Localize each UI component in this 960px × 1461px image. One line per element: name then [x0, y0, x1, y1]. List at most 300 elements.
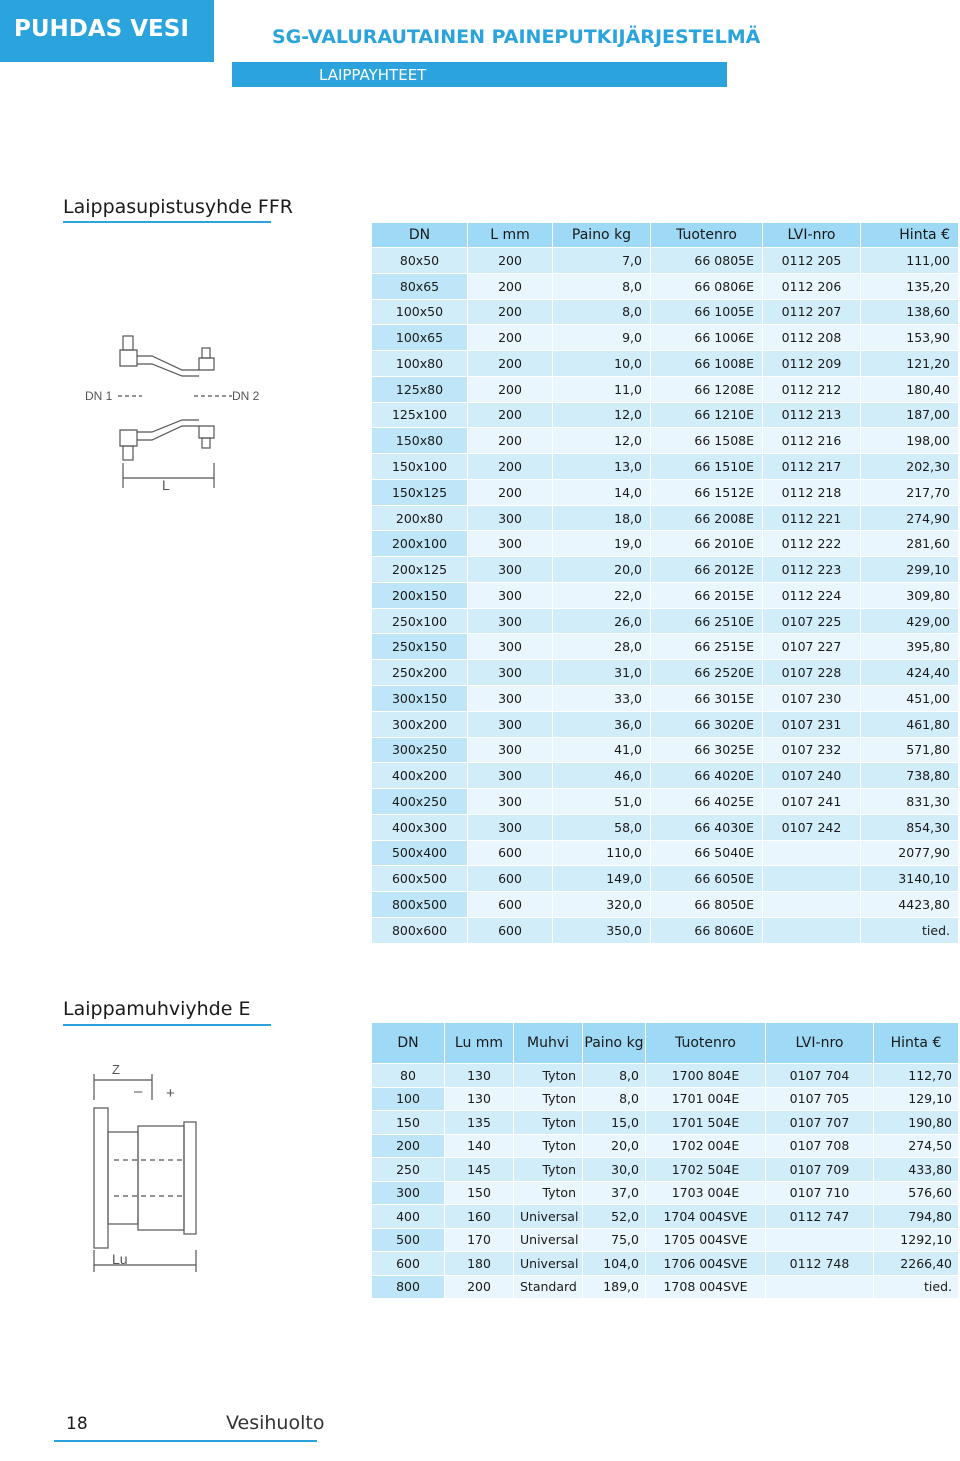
table-cell: Tyton	[514, 1181, 583, 1205]
table-cell: 300	[468, 711, 553, 737]
table-cell: 112,70	[874, 1064, 959, 1088]
table-cell: 14,0	[553, 479, 651, 505]
table-cell: 576,60	[874, 1181, 959, 1205]
table-cell: 1702 504E	[646, 1158, 766, 1182]
table-cell: 600	[468, 892, 553, 918]
table-cell: 26,0	[553, 608, 651, 634]
table-cell: 125x100	[372, 402, 468, 428]
table-cell: 100x50	[372, 299, 468, 325]
table-cell: 1705 004SVE	[646, 1228, 766, 1252]
table-cell: 500x400	[372, 840, 468, 866]
table-cell: 300	[468, 582, 553, 608]
table-cell: 66 4020E	[651, 763, 763, 789]
table-cell: 217,70	[861, 479, 959, 505]
col-weight: Paino kg	[583, 1023, 646, 1064]
table-cell: 600x500	[372, 866, 468, 892]
page-subtitle: LAIPPAYHTEET	[319, 66, 427, 84]
table-cell: 66 0805E	[651, 248, 763, 274]
table-cell: 0112 224	[763, 582, 861, 608]
table-cell: 66 1210E	[651, 402, 763, 428]
table-cell: 0112 222	[763, 531, 861, 557]
table-row	[372, 1158, 959, 1182]
table-cell: 300x150	[372, 686, 468, 712]
table-cell: 1708 004SVE	[646, 1275, 766, 1299]
table-cell: 0107 709	[766, 1158, 874, 1182]
col-lu: Lu mm	[445, 1023, 514, 1064]
table-cell: 18,0	[553, 505, 651, 531]
table-cell: 135,20	[861, 273, 959, 299]
table-cell: 0107 230	[763, 686, 861, 712]
label-minus: –	[134, 1083, 143, 1100]
table-cell: 111,00	[861, 248, 959, 274]
table-cell: 250x100	[372, 608, 468, 634]
table-cell: 200	[468, 402, 553, 428]
table-cell: 22,0	[553, 582, 651, 608]
table-cell: 400x300	[372, 814, 468, 840]
table-cell: 0112 213	[763, 402, 861, 428]
table-cell: 104,0	[583, 1252, 646, 1276]
table-cell: 200	[468, 376, 553, 402]
table-row	[372, 376, 959, 402]
table-row	[372, 402, 959, 428]
table-cell: 300	[468, 531, 553, 557]
label-dn2: DN 2	[232, 389, 260, 403]
table-cell: 250x200	[372, 660, 468, 686]
section-title-ffr: Laippasupistusyhde FFR	[63, 196, 293, 218]
table-cell: 66 0806E	[651, 273, 763, 299]
table-cell: 66 3020E	[651, 711, 763, 737]
table-cell: 433,80	[874, 1158, 959, 1182]
table-cell: 0112 208	[763, 325, 861, 351]
table-cell: 11,0	[553, 376, 651, 402]
table-cell: 0107 710	[766, 1181, 874, 1205]
table-cell: 800x600	[372, 917, 468, 943]
table-cell: 200x100	[372, 531, 468, 557]
table-row	[372, 892, 959, 918]
label-z: Z	[112, 1062, 120, 1077]
table-cell	[763, 917, 861, 943]
table-cell: 80x65	[372, 273, 468, 299]
col-price: Hinta €	[874, 1023, 959, 1064]
table-cell: Tyton	[514, 1134, 583, 1158]
table-cell: tied.	[874, 1275, 959, 1299]
table-cell: 110,0	[553, 840, 651, 866]
table-cell: 300	[468, 737, 553, 763]
table-cell: 138,60	[861, 299, 959, 325]
table-cell: 66 3025E	[651, 737, 763, 763]
table-cell: 400	[372, 1205, 445, 1229]
table-cell: 150	[372, 1111, 445, 1135]
table-cell: 1703 004E	[646, 1181, 766, 1205]
table-cell: 1704 004SVE	[646, 1205, 766, 1229]
table-cell: 33,0	[553, 686, 651, 712]
e-drawing	[82, 1060, 232, 1280]
table-cell: 0107 231	[763, 711, 861, 737]
table-cell: 1292,10	[874, 1228, 959, 1252]
table-cell: 66 1005E	[651, 299, 763, 325]
label-l: L	[162, 477, 170, 493]
table-cell: 189,0	[583, 1275, 646, 1299]
table-cell: 0107 242	[763, 814, 861, 840]
table-cell: 7,0	[553, 248, 651, 274]
table-row	[372, 737, 959, 763]
table-cell: Standard	[514, 1275, 583, 1299]
ffr-table	[371, 222, 959, 944]
ffr-drawing	[82, 328, 267, 498]
table-cell: 170	[445, 1228, 514, 1252]
table-cell: 0107 707	[766, 1111, 874, 1135]
table-cell: 600	[468, 866, 553, 892]
table-cell: 571,80	[861, 737, 959, 763]
table-cell: 200x150	[372, 582, 468, 608]
table-cell: 200	[468, 428, 553, 454]
table-cell: 31,0	[553, 660, 651, 686]
table-cell: 0112 212	[763, 376, 861, 402]
table-cell: 13,0	[553, 454, 651, 480]
table-cell: 66 2515E	[651, 634, 763, 660]
section-title-e: Laippamuhviyhde E	[63, 998, 251, 1020]
table-cell: 429,00	[861, 608, 959, 634]
col-lvi-no: LVI-nro	[763, 223, 861, 248]
table-cell: 1702 004E	[646, 1134, 766, 1158]
table-cell: 0107 227	[763, 634, 861, 660]
table-cell: 66 5040E	[651, 840, 763, 866]
table-cell: 100	[372, 1087, 445, 1111]
table-cell: 800x500	[372, 892, 468, 918]
table-row	[372, 1275, 959, 1299]
table-cell: 400x250	[372, 789, 468, 815]
table-cell: 80x50	[372, 248, 468, 274]
table-cell: 600	[372, 1252, 445, 1276]
table-cell: 300	[468, 763, 553, 789]
table-cell: 36,0	[553, 711, 651, 737]
table-cell: 0112 747	[766, 1205, 874, 1229]
table-cell: 320,0	[553, 892, 651, 918]
table-row	[372, 1134, 959, 1158]
footer-rule	[54, 1440, 317, 1442]
table-cell: 15,0	[583, 1111, 646, 1135]
table-row	[372, 634, 959, 660]
table-row	[372, 711, 959, 737]
table-row	[372, 351, 959, 377]
footer-label: Vesihuolto	[226, 1412, 325, 1434]
table-cell: 0107 704	[766, 1064, 874, 1088]
table-cell: Universal	[514, 1252, 583, 1276]
table-cell: 250x150	[372, 634, 468, 660]
table-cell: 0112 221	[763, 505, 861, 531]
table-cell: 461,80	[861, 711, 959, 737]
table-cell: 200	[468, 351, 553, 377]
col-product-no: Tuotenro	[651, 223, 763, 248]
label-lu: Lu	[112, 1251, 128, 1267]
table-row	[372, 248, 959, 274]
table-cell	[763, 840, 861, 866]
table-cell: 0107 241	[763, 789, 861, 815]
table-cell: 30,0	[583, 1158, 646, 1182]
table-cell: 738,80	[861, 763, 959, 789]
table-row	[372, 866, 959, 892]
page-title: SG-VALURAUTAINEN PAINEPUTKIJÄRJESTELMÄ	[272, 26, 761, 48]
table-cell: 66 1006E	[651, 325, 763, 351]
brand-text: PUHDAS VESI	[14, 16, 189, 42]
table-cell: 200	[372, 1134, 445, 1158]
table-cell: 0112 748	[766, 1252, 874, 1276]
table-cell: 66 2520E	[651, 660, 763, 686]
table-cell	[766, 1275, 874, 1299]
table-cell: 66 4030E	[651, 814, 763, 840]
table-cell: 66 1512E	[651, 479, 763, 505]
table-cell: 309,80	[861, 582, 959, 608]
table-cell: 0107 232	[763, 737, 861, 763]
table-cell: 20,0	[583, 1134, 646, 1158]
table-cell: 1701 504E	[646, 1111, 766, 1135]
table-cell: 121,20	[861, 351, 959, 377]
table-cell: 100x80	[372, 351, 468, 377]
table-cell: 145	[445, 1158, 514, 1182]
table-cell: 200x80	[372, 505, 468, 531]
table-cell: 28,0	[553, 634, 651, 660]
table-cell	[763, 866, 861, 892]
table-cell: 0112 223	[763, 557, 861, 583]
table-cell: 200	[445, 1275, 514, 1299]
table-cell: 854,30	[861, 814, 959, 840]
table-cell: 180,40	[861, 376, 959, 402]
table-cell: 180	[445, 1252, 514, 1276]
table-cell: 100x65	[372, 325, 468, 351]
table-row	[372, 840, 959, 866]
table-cell: 66 8060E	[651, 917, 763, 943]
table-cell: 8,0	[553, 299, 651, 325]
section-rule	[63, 1024, 271, 1026]
col-weight: Paino kg	[553, 223, 651, 248]
table-cell: 0107 708	[766, 1134, 874, 1158]
table-cell: 66 1508E	[651, 428, 763, 454]
table-cell: 10,0	[553, 351, 651, 377]
col-product-no: Tuotenro	[646, 1023, 766, 1064]
table-cell: 200	[468, 454, 553, 480]
table-cell: 51,0	[553, 789, 651, 815]
table-cell: Tyton	[514, 1064, 583, 1088]
label-dn1: DN 1	[85, 389, 113, 403]
table-cell: 12,0	[553, 428, 651, 454]
table-row	[372, 299, 959, 325]
table-cell: 2077,90	[861, 840, 959, 866]
table-cell: 0107 225	[763, 608, 861, 634]
table-row	[372, 1181, 959, 1205]
table-cell: 0112 209	[763, 351, 861, 377]
table-cell: 500	[372, 1228, 445, 1252]
table-cell: 66 2012E	[651, 557, 763, 583]
table-cell: 190,80	[874, 1111, 959, 1135]
table-cell: 0112 216	[763, 428, 861, 454]
col-price: Hinta €	[861, 223, 959, 248]
table-cell: 281,60	[861, 531, 959, 557]
table-row	[372, 917, 959, 943]
table-cell: 300	[468, 814, 553, 840]
table-row	[372, 686, 959, 712]
table-cell: 424,40	[861, 660, 959, 686]
table-cell: 300	[468, 660, 553, 686]
table-cell: 200	[468, 273, 553, 299]
table-row	[372, 325, 959, 351]
table-row	[372, 814, 959, 840]
table-cell: 1706 004SVE	[646, 1252, 766, 1276]
table-cell: 150x125	[372, 479, 468, 505]
table-cell: 350,0	[553, 917, 651, 943]
table-cell: 66 2510E	[651, 608, 763, 634]
table-cell: 66 6050E	[651, 866, 763, 892]
table-cell: 300	[468, 505, 553, 531]
table-row	[372, 505, 959, 531]
table-cell: 66 3015E	[651, 686, 763, 712]
table-cell: 0112 218	[763, 479, 861, 505]
table-cell: 0107 240	[763, 763, 861, 789]
table-cell: 150x100	[372, 454, 468, 480]
table-cell: 149,0	[553, 866, 651, 892]
table-cell: 200	[468, 325, 553, 351]
table-row	[372, 1064, 959, 1088]
table-cell: 451,00	[861, 686, 959, 712]
table-cell: 0112 207	[763, 299, 861, 325]
table-cell: 300	[468, 686, 553, 712]
table-cell: 395,80	[861, 634, 959, 660]
table-cell: 66 2010E	[651, 531, 763, 557]
table-cell: 2266,40	[874, 1252, 959, 1276]
table-cell: 300	[468, 608, 553, 634]
table-cell: 75,0	[583, 1228, 646, 1252]
table-cell: 300	[468, 557, 553, 583]
col-dn: DN	[372, 1023, 445, 1064]
table-cell: 20,0	[553, 557, 651, 583]
brand-banner	[0, 0, 214, 62]
e-header-row	[372, 1023, 959, 1064]
table-cell: 8,0	[583, 1087, 646, 1111]
table-row	[372, 763, 959, 789]
table-row	[372, 1228, 959, 1252]
table-cell: 800	[372, 1275, 445, 1299]
table-cell: 125x80	[372, 376, 468, 402]
col-length: L mm	[468, 223, 553, 248]
table-cell: 135	[445, 1111, 514, 1135]
table-row	[372, 479, 959, 505]
col-lvi-no: LVI-nro	[766, 1023, 874, 1064]
table-cell: 3140,10	[861, 866, 959, 892]
page-number: 18	[66, 1414, 88, 1434]
table-row	[372, 582, 959, 608]
table-cell: Universal	[514, 1228, 583, 1252]
table-cell: tied.	[861, 917, 959, 943]
table-cell: 9,0	[553, 325, 651, 351]
table-row	[372, 1205, 959, 1229]
table-cell: 58,0	[553, 814, 651, 840]
table-cell: 831,30	[861, 789, 959, 815]
table-cell: 52,0	[583, 1205, 646, 1229]
table-cell: 0107 228	[763, 660, 861, 686]
table-cell: 202,30	[861, 454, 959, 480]
table-row	[372, 273, 959, 299]
subtitle-bar	[232, 62, 727, 87]
table-cell: 46,0	[553, 763, 651, 789]
table-row	[372, 1087, 959, 1111]
table-cell: 300x250	[372, 737, 468, 763]
table-cell	[766, 1228, 874, 1252]
table-cell: 274,50	[874, 1134, 959, 1158]
table-cell: 200	[468, 248, 553, 274]
section-rule	[63, 221, 271, 223]
table-cell: 80	[372, 1064, 445, 1088]
table-cell: 187,00	[861, 402, 959, 428]
col-muhvi: Muhvi	[514, 1023, 583, 1064]
table-cell: 300	[372, 1181, 445, 1205]
table-cell: 0112 205	[763, 248, 861, 274]
table-row	[372, 557, 959, 583]
table-cell: 400x200	[372, 763, 468, 789]
table-row	[372, 428, 959, 454]
table-row	[372, 1252, 959, 1276]
table-cell: 66 2015E	[651, 582, 763, 608]
table-cell: 200	[468, 299, 553, 325]
table-cell: Tyton	[514, 1111, 583, 1135]
table-cell: 130	[445, 1087, 514, 1111]
table-cell: 600	[468, 840, 553, 866]
ffr-header-row	[372, 223, 959, 248]
table-cell: 66 1510E	[651, 454, 763, 480]
table-cell: 794,80	[874, 1205, 959, 1229]
table-cell	[763, 892, 861, 918]
table-row	[372, 789, 959, 815]
table-cell: 66 1208E	[651, 376, 763, 402]
table-cell: 150x80	[372, 428, 468, 454]
table-cell: 66 1008E	[651, 351, 763, 377]
table-cell: 66 2008E	[651, 505, 763, 531]
table-cell: 299,10	[861, 557, 959, 583]
table-cell: 300	[468, 634, 553, 660]
table-cell: 41,0	[553, 737, 651, 763]
e-table	[371, 1022, 959, 1299]
table-cell: Universal	[514, 1205, 583, 1229]
table-cell: 0107 705	[766, 1087, 874, 1111]
table-cell: 12,0	[553, 402, 651, 428]
col-dn: DN	[372, 223, 468, 248]
table-cell: 1701 004E	[646, 1087, 766, 1111]
table-cell: 66 4025E	[651, 789, 763, 815]
table-row	[372, 608, 959, 634]
table-row	[372, 454, 959, 480]
table-cell: 250	[372, 1158, 445, 1182]
table-cell: Tyton	[514, 1087, 583, 1111]
table-row	[372, 660, 959, 686]
label-plus: +	[166, 1085, 175, 1102]
table-cell: 0112 217	[763, 454, 861, 480]
table-cell: 0112 206	[763, 273, 861, 299]
table-cell: 37,0	[583, 1181, 646, 1205]
table-cell: 150	[445, 1181, 514, 1205]
table-cell: 4423,80	[861, 892, 959, 918]
table-cell: Tyton	[514, 1158, 583, 1182]
table-cell: 200x125	[372, 557, 468, 583]
table-cell: 300x200	[372, 711, 468, 737]
table-row	[372, 531, 959, 557]
table-cell: 200	[468, 479, 553, 505]
table-cell: 66 8050E	[651, 892, 763, 918]
table-cell: 153,90	[861, 325, 959, 351]
table-cell: 198,00	[861, 428, 959, 454]
table-cell: 274,90	[861, 505, 959, 531]
table-cell: 160	[445, 1205, 514, 1229]
table-cell: 300	[468, 789, 553, 815]
table-cell: 8,0	[583, 1064, 646, 1088]
table-cell: 1700 804E	[646, 1064, 766, 1088]
